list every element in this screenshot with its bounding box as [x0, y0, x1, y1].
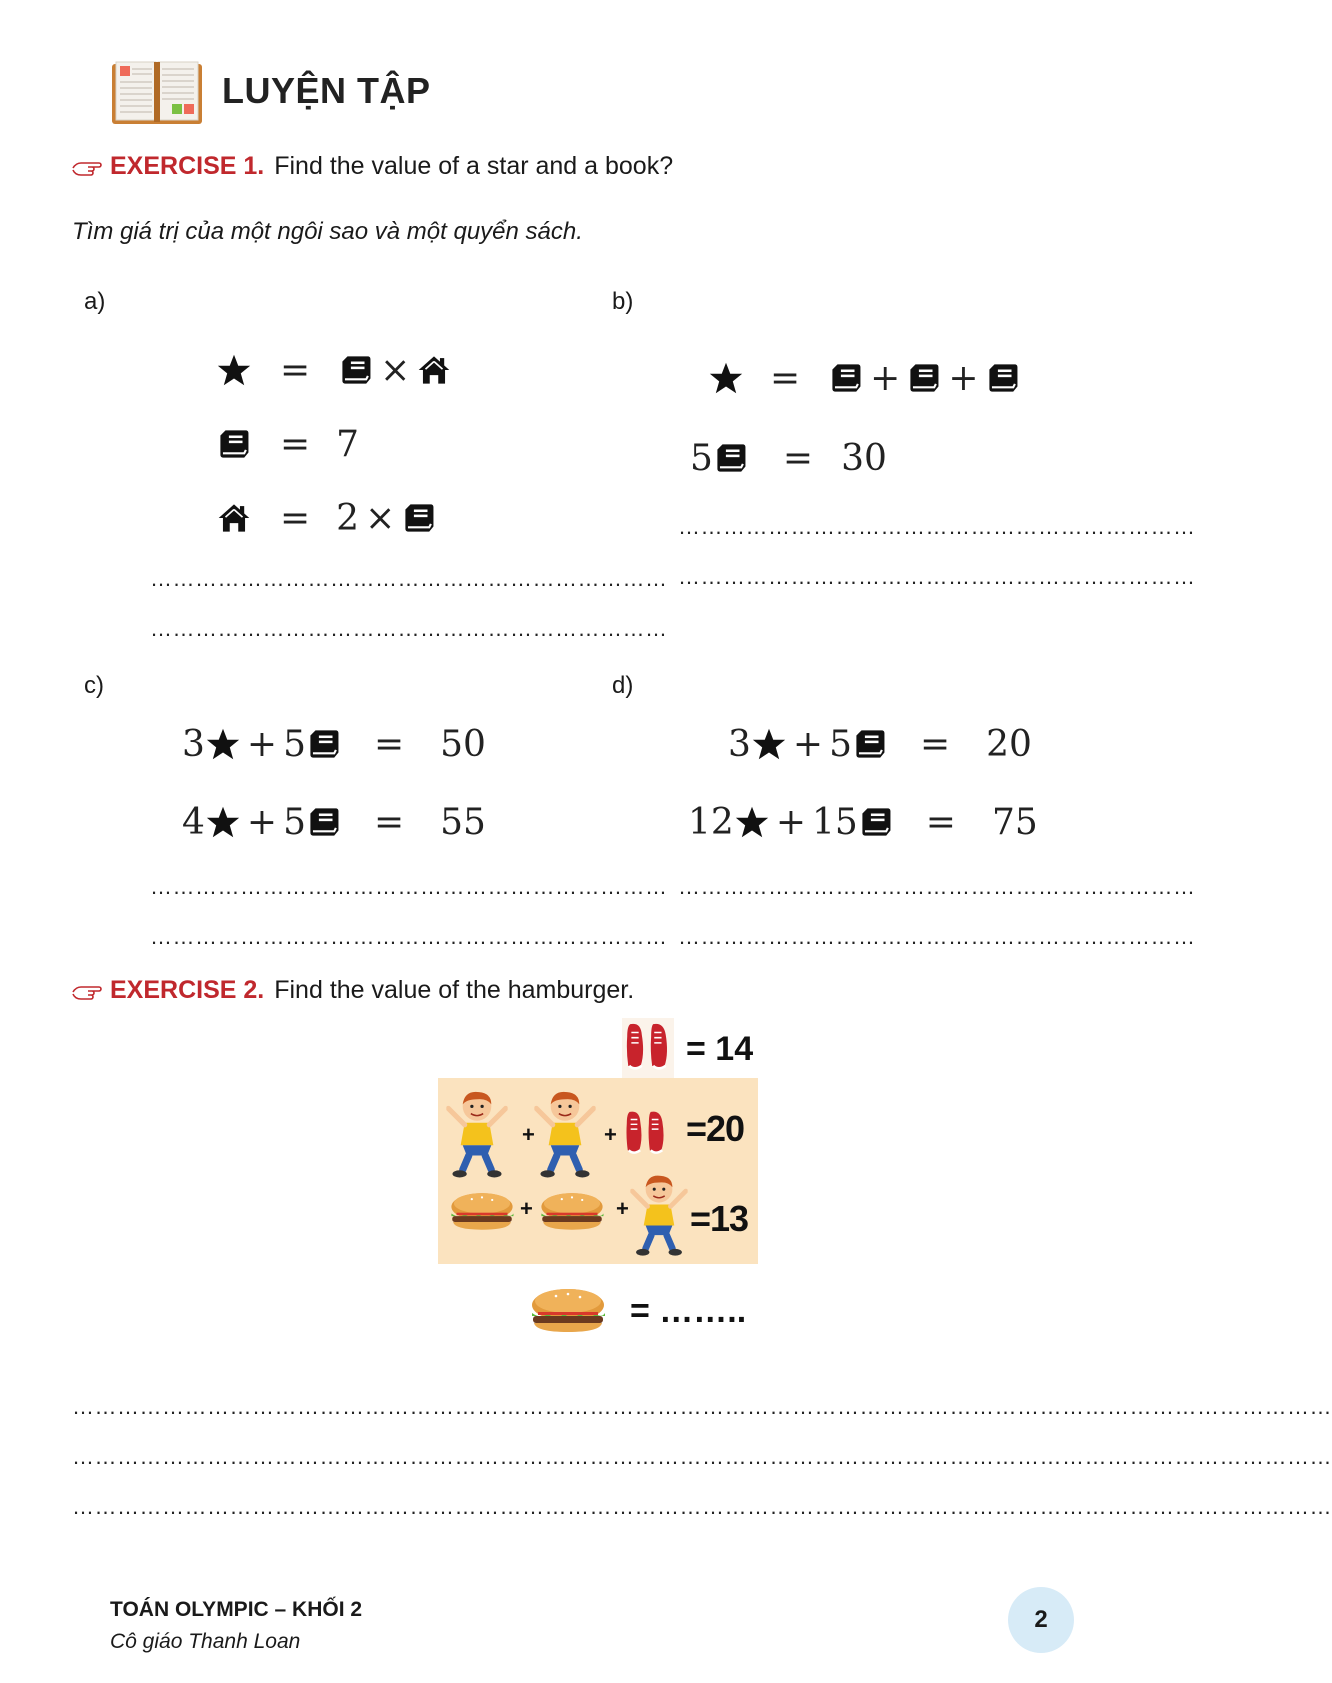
page-number-badge: 2	[1008, 1587, 1074, 1653]
exercise-2-label: EXERCISE 2.	[110, 976, 265, 1004]
star-icon	[751, 727, 787, 761]
exercise-1-text: Find the value of a star and a book?	[274, 152, 674, 180]
part-c-label: c)	[84, 672, 104, 699]
exercise-1-label: EXERCISE 1.	[110, 152, 265, 180]
part-d-label: d)	[612, 672, 634, 699]
exercise-2-answer-line-2[interactable]: ……………………………………………………………………………………………………………………………………………………	[72, 1444, 1332, 1469]
book-icon	[828, 361, 864, 395]
pointing-hand-icon	[72, 158, 102, 176]
part-c-eq2-value: 55	[440, 801, 486, 843]
boy-icon	[630, 1172, 688, 1258]
part-d-equation-2: 12 + 15 = 75	[688, 801, 1038, 843]
boy-icon	[534, 1088, 596, 1180]
part-b-answer-line-2[interactable]: ……………………………………………………………	[678, 564, 1196, 589]
part-d-answer-line-2[interactable]: ……………………………………………………………	[678, 924, 1196, 949]
part-d-eq1-star-coef: 3	[728, 723, 751, 765]
exercise-2-answer-line-3[interactable]: ……………………………………………………………………………………………………………………………………………………	[72, 1494, 1332, 1519]
house-icon	[416, 353, 452, 387]
part-d-answer-line-1[interactable]: ……………………………………………………………	[678, 874, 1196, 899]
plus-sign: +	[520, 1196, 533, 1221]
hamburger-icon	[448, 1186, 516, 1236]
book-icon	[858, 805, 894, 839]
part-c-answer-line-1[interactable]: ……………………………………………………………	[150, 874, 668, 899]
plus-sign: +	[522, 1122, 535, 1147]
page-title: LUYỆN TẬP	[222, 70, 431, 111]
part-d-eq2-value: 75	[991, 801, 1038, 843]
star-icon	[205, 805, 241, 839]
exercise-1-vietnamese: Tìm giá trị của một ngôi sao và một quyển sách.	[72, 218, 583, 245]
book-icon	[906, 361, 942, 395]
part-d-equation-1: 3 + 5 = 20	[728, 723, 1032, 765]
book-icon	[985, 361, 1021, 395]
hamburger-icon	[528, 1282, 608, 1338]
part-c-eq1-star-coef: 3	[182, 723, 205, 765]
exercise-1-heading	[72, 152, 673, 181]
plus-sign: +	[616, 1196, 629, 1221]
puzzle-image	[438, 1078, 758, 1264]
book-icon	[306, 727, 342, 761]
star-icon	[734, 805, 770, 839]
part-a-house-coef: 2	[336, 497, 360, 539]
part-b-equation-1: = + +	[708, 352, 1021, 404]
footer-title: TOÁN OLYMPIC – KHỐI 2	[110, 1598, 363, 1621]
sneakers-icon	[622, 1108, 670, 1156]
part-c-eq2-star-coef: 4	[182, 801, 205, 843]
exercise-2-heading	[72, 976, 634, 1005]
part-c-equation-1: 3 + 5 = 50	[182, 723, 486, 765]
part-b-equation-2: 5 = 30	[690, 437, 887, 479]
book-icon	[401, 501, 437, 535]
book-icon	[713, 441, 749, 475]
part-d-eq1-value: 20	[986, 723, 1032, 765]
part-a-answer-line-2[interactable]: ……………………………………………………………	[150, 616, 668, 641]
book-icon	[306, 805, 342, 839]
book-icon	[338, 353, 374, 387]
part-d-eq2-star-coef: 12	[688, 801, 734, 843]
pointing-hand-icon	[72, 982, 102, 1000]
boy-icon	[446, 1088, 508, 1180]
part-b-value: 30	[841, 437, 887, 479]
star-icon	[708, 361, 744, 395]
shoes-cell	[622, 1018, 674, 1078]
part-a-label: a)	[84, 288, 106, 315]
part-c-eq1-book-coef: 5	[283, 723, 306, 765]
part-b-answer-line-1[interactable]: ……………………………………………………………	[678, 514, 1196, 539]
part-a-answer-line-1[interactable]: ……………………………………………………………	[150, 566, 668, 591]
book-icon	[216, 427, 252, 461]
part-a-equation-2: = 7	[216, 418, 359, 470]
shoes-result: = 14	[686, 1030, 754, 1068]
part-b-label: b)	[612, 288, 634, 315]
hamburger-icon	[538, 1186, 606, 1236]
exercise-2-answer-line-1[interactable]: ……………………………………………………………………………………………………………………………………………………	[72, 1394, 1332, 1419]
footer-author: Cô giáo Thanh Loan	[110, 1630, 301, 1653]
part-b-book-coef: 5	[690, 437, 713, 479]
row-2-result: =13	[690, 1198, 749, 1239]
part-c-eq2-book-coef: 5	[283, 801, 306, 843]
part-c-eq1-value: 50	[440, 723, 486, 765]
star-icon	[205, 727, 241, 761]
plus-sign: +	[604, 1122, 617, 1147]
part-d-eq2-book-coef: 15	[811, 801, 858, 843]
house-icon	[216, 501, 252, 535]
part-c-equation-2: 4 + 5 = 55	[182, 801, 486, 843]
book-icon	[852, 727, 888, 761]
hamburger-answer[interactable]: = ……..	[630, 1292, 747, 1330]
exercise-2-text: Find the value of the hamburger.	[274, 976, 635, 1004]
part-a-equation-1: = ×	[216, 344, 452, 396]
sneakers-icon	[622, 1018, 674, 1074]
part-a-book-value: 7	[336, 423, 360, 465]
part-c-answer-line-2[interactable]: ……………………………………………………………	[150, 924, 668, 949]
part-a-equation-3: = 2 ×	[216, 492, 437, 544]
part-d-eq1-book-coef: 5	[829, 723, 852, 765]
row-1-result: =20	[686, 1108, 745, 1149]
open-book-logo	[110, 60, 204, 126]
star-icon	[216, 353, 252, 387]
